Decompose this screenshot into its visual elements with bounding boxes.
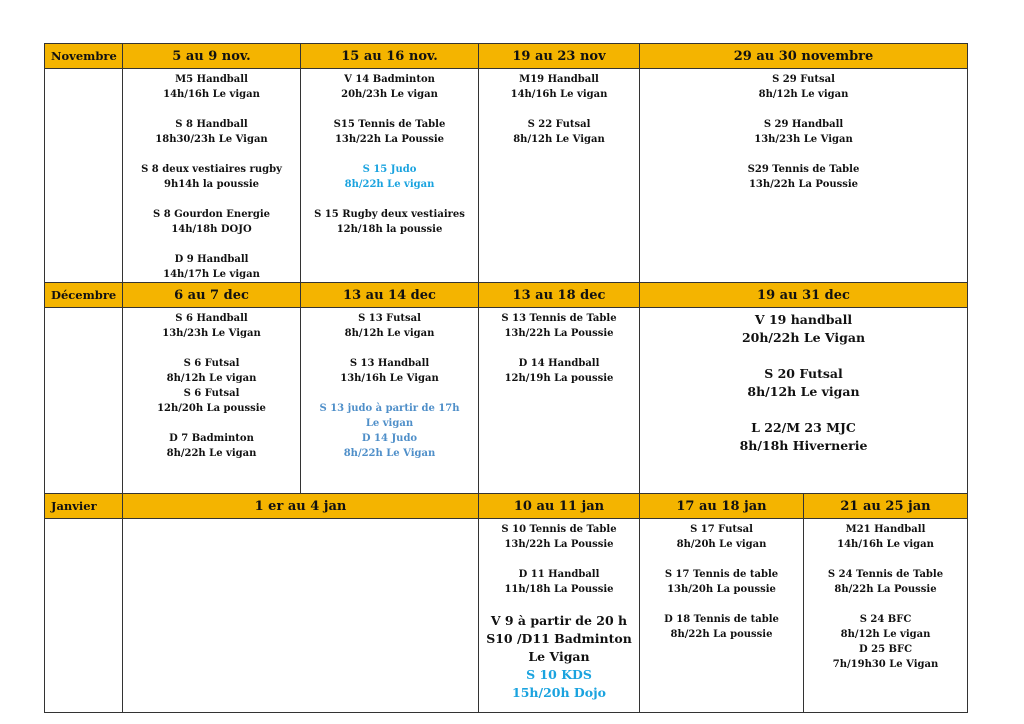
schedule-entry-line: 8h/22h La poussie — [670, 629, 773, 640]
schedule-entry-line: S 8 Gourdon Energie — [153, 209, 270, 220]
line-spacer — [640, 597, 803, 612]
line-spacer — [640, 401, 967, 419]
schedule-entry-line: V 9 à partir de 20 h — [490, 613, 628, 628]
schedule-entry-line: 14h/17h Le vigan — [163, 269, 260, 280]
month-empty-cell — [45, 308, 123, 494]
period-header: 13 au 18 dec — [479, 283, 640, 308]
schedule-entry-line: 14h/16h Le vigan — [837, 539, 934, 550]
line-spacer — [804, 597, 967, 612]
schedule-entry-line: M19 Handball — [519, 74, 599, 85]
month-empty-cell — [45, 519, 123, 713]
schedule-entry-line: 15h/20h Dojo — [512, 685, 606, 700]
schedule-entry-line: S 10 KDS — [526, 667, 592, 682]
schedule-entry-line: S 17 Futsal — [690, 524, 753, 535]
schedule-cell — [123, 69, 301, 283]
schedule-entry-line: 8h/12h Le Vigan — [513, 134, 605, 145]
schedule-entry-line: S 6 Handball — [175, 313, 248, 324]
month-january: Janvier — [45, 494, 123, 519]
period-header: 17 au 18 jan — [640, 494, 804, 519]
schedule-cell — [804, 519, 968, 713]
line-spacer — [640, 102, 967, 117]
schedule-entry-line: 12h/20h La poussie — [157, 403, 266, 414]
schedule-entry-line: 18h30/23h Le Vigan — [155, 134, 268, 145]
schedule-cell — [640, 69, 968, 283]
schedule-entry-line: 8h/12h Le vigan — [840, 629, 931, 640]
schedule-entry-line: 7h/19h30 Le Vigan — [832, 659, 939, 670]
schedule-cell — [301, 69, 479, 283]
schedule-entry-line: D 14 Judo — [361, 433, 418, 444]
schedule-entry-line: S 13 Futsal — [358, 313, 421, 324]
schedule-entry-line: M5 Handball — [175, 74, 248, 85]
schedule-entry-line: S 17 Tennis de table — [664, 569, 779, 580]
schedule-entry-line: 13h/16h Le Vigan — [340, 373, 439, 384]
line-spacer — [640, 552, 803, 567]
period-header: 10 au 11 jan — [479, 494, 640, 519]
schedule-entry-line: 20h/22h Le Vigan — [741, 330, 866, 345]
period-header: 29 au 30 novembre — [640, 44, 968, 69]
schedule-cell — [479, 519, 640, 713]
line-spacer — [804, 552, 967, 567]
schedule-cell — [301, 308, 479, 494]
schedule-entry-line: V 14 Badminton — [344, 74, 435, 85]
line-spacer — [123, 416, 300, 431]
content-row-december — [45, 308, 968, 494]
schedule-entry-line: S 6 Futsal — [183, 358, 240, 369]
line-spacer — [301, 102, 478, 117]
line-spacer — [301, 192, 478, 207]
schedule-entry-line: 8h/12h Le vigan — [166, 373, 257, 384]
month-december: Décembre — [45, 283, 123, 308]
schedule-cell — [640, 519, 804, 713]
period-header: 15 au 16 nov. — [301, 44, 479, 69]
schedule-entry-line: 14h/18h DOJO — [171, 224, 252, 235]
line-spacer — [123, 147, 300, 162]
schedule-entry-line: S29 Tennis de Table — [747, 164, 860, 175]
line-spacer — [479, 552, 639, 567]
content-row-november — [45, 69, 968, 283]
schedule-entry-line: S 29 Futsal — [772, 74, 835, 85]
line-spacer — [479, 341, 639, 356]
schedule-entry-line: 13h/22h La Poussie — [334, 134, 445, 145]
line-spacer — [301, 147, 478, 162]
schedule-entry-line: S 13 judo à partir de 17h — [319, 403, 460, 414]
line-spacer — [640, 347, 967, 365]
schedule-entry-line: 14h/16h Le vigan — [163, 89, 260, 100]
schedule-entry-line: D 14 Handball — [518, 358, 600, 369]
schedule-cell — [479, 308, 640, 494]
period-header: 21 au 25 jan — [804, 494, 968, 519]
schedule-entry-line: Le Vigan — [528, 649, 590, 664]
line-spacer — [479, 597, 639, 612]
schedule-entry-line: S 8 Handball — [175, 119, 248, 130]
line-spacer — [301, 386, 478, 401]
schedule-entry-line: 13h/22h La Poussie — [504, 328, 614, 339]
schedule-entry-line: D 25 BFC — [858, 644, 913, 655]
header-row-november — [45, 44, 968, 69]
month-empty-cell — [45, 69, 123, 283]
schedule-entry-line: D 18 Tennis de table — [664, 614, 779, 625]
schedule-entry-line: S10 /D11 Badminton — [486, 631, 632, 646]
schedule-entry-line: 8h/22h Le vigan — [166, 448, 257, 459]
schedule-entry-line: M21 Handball — [845, 524, 926, 535]
schedule-entry-line: 8h/22h La Poussie — [834, 584, 937, 595]
schedule-entry-line: 12h/19h La poussie — [504, 373, 614, 384]
schedule-entry-line: S 13 Tennis de Table — [501, 313, 617, 324]
line-spacer — [123, 341, 300, 356]
schedule-entry-line: S15 Tennis de Table — [333, 119, 446, 130]
schedule-entry-line: 13h/22h La Poussie — [748, 179, 859, 190]
schedule-table — [44, 43, 968, 713]
schedule-entry-line: D 11 Handball — [518, 569, 600, 580]
schedule-entry-line: 12h/18h la poussie — [336, 224, 443, 235]
content-row-january — [45, 519, 968, 713]
schedule-entry-line: V 19 handball — [754, 312, 853, 327]
line-spacer — [123, 237, 300, 252]
line-spacer — [479, 102, 639, 117]
line-spacer — [123, 192, 300, 207]
period-header: 19 au 23 nov — [479, 44, 640, 69]
schedule-entry-line: L 22/M 23 MJC — [751, 420, 856, 435]
schedule-entry-line: 13h/23h Le Vigan — [162, 328, 261, 339]
schedule-entry-line: S 13 Handball — [349, 358, 430, 369]
line-spacer — [301, 341, 478, 356]
schedule-entry-line: 8h/20h Le vigan — [676, 539, 767, 550]
schedule-entry-line: S 6 Futsal — [183, 388, 240, 399]
header-row-january — [45, 494, 968, 519]
schedule-entry-line: 8h/22h Le vigan — [344, 179, 435, 190]
schedule-entry-line: D 7 Badminton — [169, 433, 254, 444]
schedule-entry-line: 13h/22h La Poussie — [504, 539, 614, 550]
schedule-entry-line: 13h/23h Le Vigan — [754, 134, 853, 145]
period-header: 13 au 14 dec — [301, 283, 479, 308]
period-header: 19 au 31 dec — [640, 283, 968, 308]
schedule-entry-line: 14h/16h Le vigan — [510, 89, 608, 100]
schedule-entry-line: S 22 Futsal — [527, 119, 591, 130]
schedule-entry-line: Le vigan — [365, 418, 414, 429]
schedule-cell — [123, 519, 479, 713]
schedule-entry-line: 8h/12h Le vigan — [344, 328, 435, 339]
schedule-entry-line: 9h14h la poussie — [163, 179, 259, 190]
line-spacer — [640, 147, 967, 162]
schedule-entry-line: D 9 Handball — [174, 254, 249, 265]
schedule-entry-line: S 15 Judo — [362, 164, 417, 175]
schedule-entry-line: S 15 Rugby deux vestiaires — [314, 209, 465, 220]
schedule-entry-line: 13h/20h La poussie — [667, 584, 776, 595]
schedule-entry-line: 8h/12h Le vigan — [747, 384, 860, 399]
schedule-entry-line: 8h/18h Hivernerie — [739, 438, 868, 453]
schedule-entry-line: S 10 Tennis de Table — [501, 524, 617, 535]
schedule-entry-line: S 20 Futsal — [764, 366, 843, 381]
schedule-entry-line: 11h/18h La Poussie — [504, 584, 614, 595]
schedule-entry-line: S 8 deux vestiaires rugby — [141, 164, 282, 175]
period-header: 1 er au 4 jan — [123, 494, 479, 519]
month-november: Novembre — [45, 44, 123, 69]
schedule-entry-line: 20h/23h Le vigan — [341, 89, 438, 100]
period-header: 6 au 7 dec — [123, 283, 301, 308]
header-row-december — [45, 283, 968, 308]
line-spacer — [123, 102, 300, 117]
schedule-cell — [640, 308, 968, 494]
schedule-entry-line: S 24 BFC — [859, 614, 912, 625]
schedule-cell — [123, 308, 301, 494]
schedule-entry-line: 8h/12h Le vigan — [758, 89, 849, 100]
schedule-cell — [479, 69, 640, 283]
schedule-entry-line: S 24 Tennis de Table — [827, 569, 944, 580]
period-header: 5 au 9 nov. — [123, 44, 301, 69]
schedule-entry-line: 8h/22h Le Vigan — [343, 448, 436, 459]
schedule-entry-line: S 29 Handball — [763, 119, 844, 130]
